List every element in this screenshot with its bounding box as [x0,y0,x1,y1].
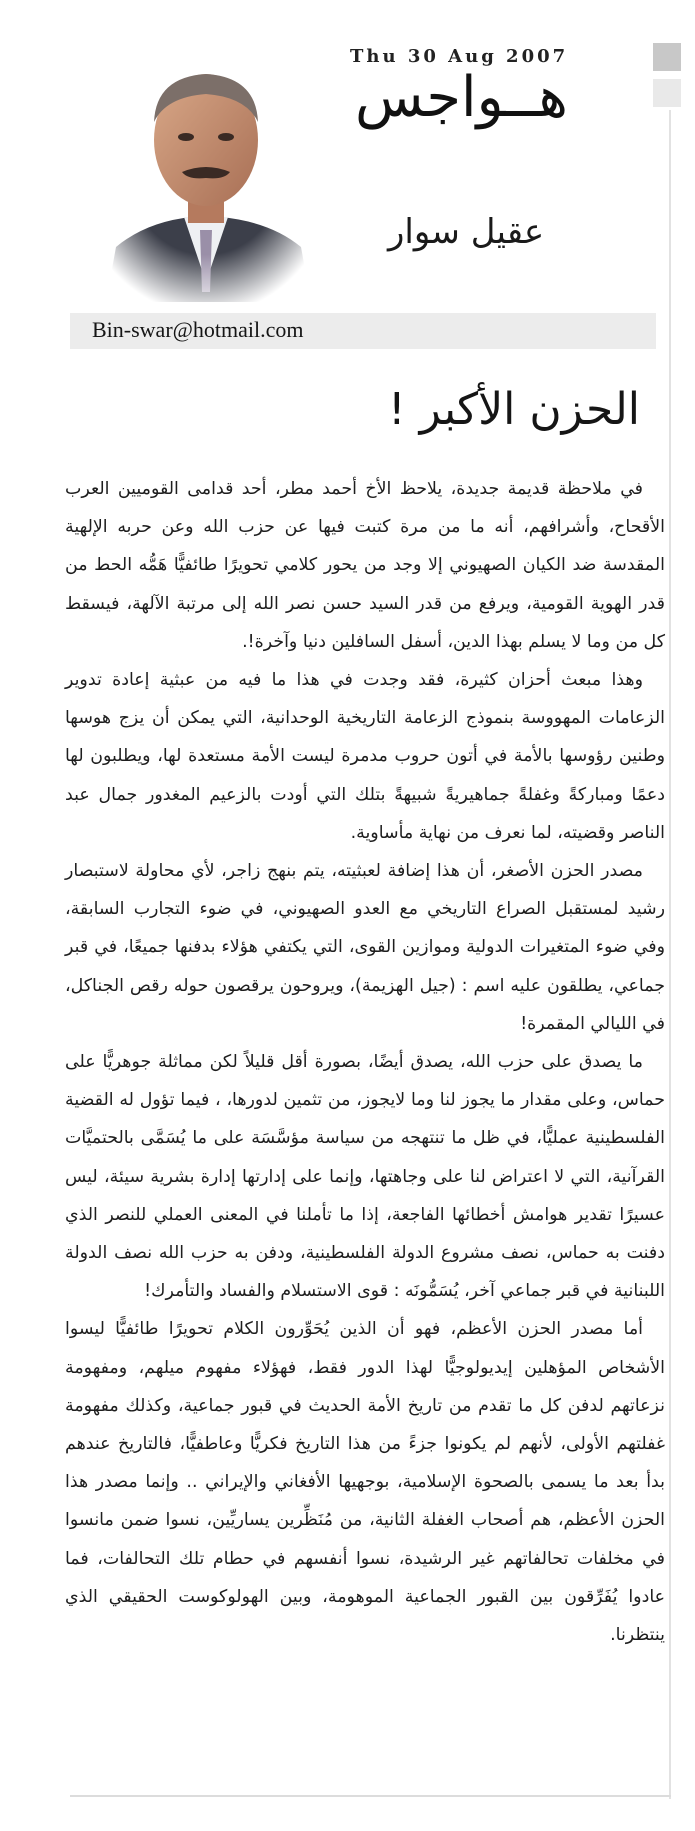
article-paragraph: أما مصدر الحزن الأعظم، فهو أن الذين يُحَوِّرون الكلام تحويرًا طائفيًّا ليسوا الأشخاص المؤهلين إيديولوجيًّا لهذا الدور فقط، فهؤلاء مفهوم ميلهم، ومفهومة نزعاتهم لدفن كل ما تقدم من تاريخ الأمة الحديث في قبور جماعية، وكذلك مفهومة غفلتهم الأولى، لأنهم لم يكونوا جزءً من هذا التاريخ فكريًّا وعاطفيًّا، فالتاريخ عندهم بدأ بعد ما يسمى بالصحوة الإسلامية، بوجهيها الأفغاني والإيراني .. وإنما مصدر هذا الحزن الأعظم، هم أصحاب الغفلة الثانية، من مُنَظِّرين يساريِّين، نسوا ضمن مانسوا في مخلفات تحالفاتهم غير الرشيدة، نسوا أنفسهم في حطام تلك التحالفات، فما عادوا يُفَرِّقون بين القبور الجماعية الموهومة، وبين الهولوكوست الحقيقي الذي ينتظرنا. [65,1319,665,1646]
article-paragraph: ما يصدق على حزب الله، يصدق أيضًا، بصورة أقل قليلاً لكن مماثلة جوهريًّا على حماس، وعلى مقدار ما يجوز لنا وما لايجوز، من تثمين لدورها، ، فيما تؤول له القضية الفلسطينية عمليًّا، في ظل ما تنتهجه من سياسة مؤسَّسَة على ما يُسَمَّى بالحتميَّات القرآنية، التي لا اعتراض لنا على وجاهتها، وإنما على إدارتها إدارة بشرية سيئة، ليس عسيرًا تقدير هوامش أخطائها الفاجعة، إذا ما تأملنا في المعنى العملي للنصر الذي دفنت به حماس، نصف مشروع الدولة الفلسطينية، ودفن به حزب الله نصف الدولة اللبنانية في قبر جماعي آخر، يُسَمُّونَه : قوى الاستسلام والفساد والتأمرك! [65,1052,665,1302]
email-bar [70,313,656,349]
author-name: عقيل سوار [388,212,545,252]
article-paragraph: مصدر الحزن الأصغر، أن هذا إضافة لعبثيته، يتم بنهج زاجر، لأي محاولة لاستبصار رشيد لمستقبل الصراع التاريخي مع العدو الصهيوني، في ضوء التجارب السابقة، وفي ضوء المتغيرات الدولية وموازين القوى، التي يكتفي هؤلاء بدفنها جميعًا، في قبر جماعي، يطلقون عليه اسم : (جيل الهزيمة)، ويروحون يرقصون حوله رقص الجناكل، في الليالي المقمرة! [65,861,665,1034]
issue-date: Thu 30 Aug 2007 [350,46,569,67]
sidebar-square-dark [653,43,681,71]
bottom-rule [70,1795,671,1797]
article-body [65,470,665,1654]
author-portrait [96,52,316,302]
article-paragraph: في ملاحظة قديمة جديدة، يلاحظ الأخ أحمد مطر، أحد قدامى القوميين العرب الأقحاح، وأشرافهم، أنه ما من مرة كتبت فيها عن حزب الله وعن حربه الإلهية المقدسة ضد الكيان الصهيوني إلا وجد من يحور كلامي تحويرًا طائفيًّا هَمُّه الحط من قدر الهوية القومية، ويرفع من قدر السيد حسن نصر الله إلى مرتبة الآلهة، فيسقط كل من وما لا يسلم بهذا الدين، أسفل السافلين دنيا وآخرة!. [65,479,665,652]
vertical-rule [669,110,671,1799]
article-paragraph: وهذا مبعث أحزان كثيرة، فقد وجدت في هذا ما فيه من عبثية إعادة تدوير الزعامات المهووسة بنموذج الزعامة التاريخية الوحدانية، التي يمكن أن يزج هوسها وطنين رؤوسها بالأمة في أتون حروب مدمرة ليست الأمة مستعدة لها، ويطلبون لها دعمًا ومباركةً وغفلةً جماهيريةً شبيهةً بتلك التي أودت بالزعيم المغدور جمال عبد الناصر وقضيته، لما نعرف من نهاية مأساوية. [65,670,665,843]
author-email[interactable]: Bin-swar@hotmail.com [92,317,304,342]
article-headline: الحزن الأكبر ! [387,384,640,435]
column-title: هــواجس [355,65,568,130]
sidebar-square-light [653,79,681,107]
